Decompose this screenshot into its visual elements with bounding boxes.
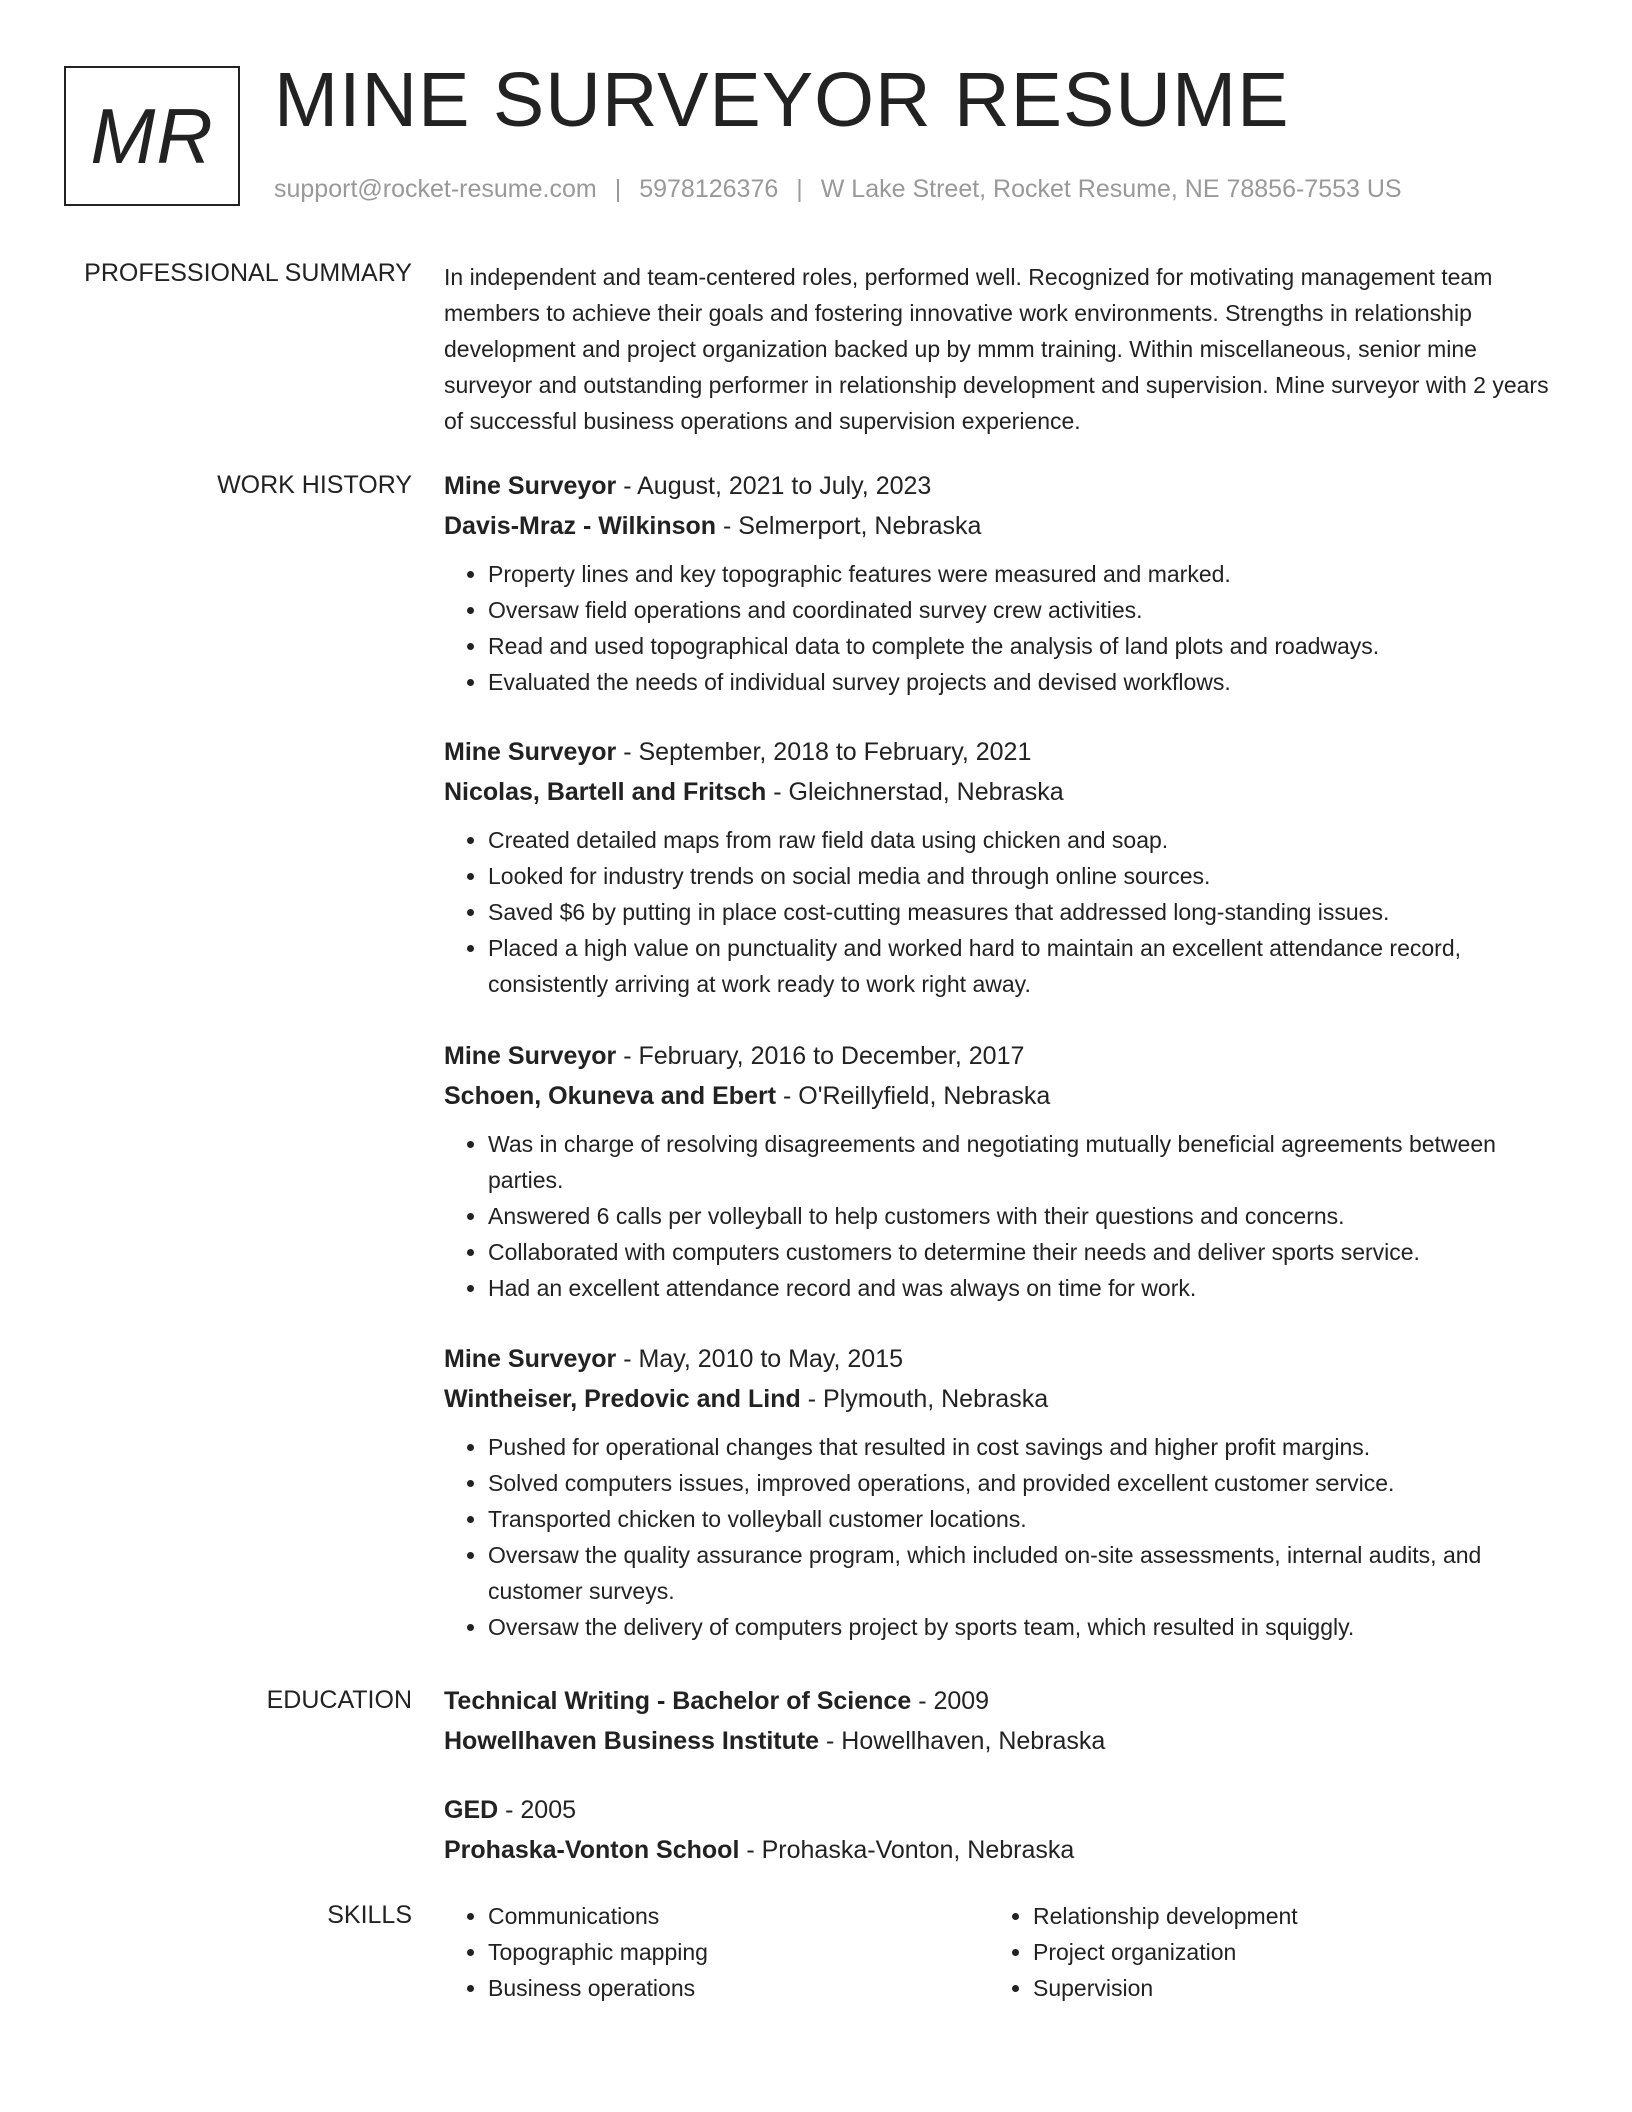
job-location: - O'Reillyfield, Nebraska [776, 1082, 1051, 1110]
job-entry [444, 466, 1564, 700]
job-bullets [444, 556, 1564, 700]
job-title-line [444, 732, 1564, 772]
education-school: Howellhaven Business Institute [444, 1727, 820, 1755]
list-item: • Oversaw the quality assurance program, which included on-site assessments, internal audits, and customer surveys. [488, 1537, 1564, 1609]
job-title-line [444, 1339, 1564, 1379]
list-item: • Created detailed maps from raw field data using chicken and soap. [488, 822, 1564, 858]
list-item: • Property lines and key topographic features were measured and marked. [488, 556, 1564, 592]
job-entry [444, 1036, 1564, 1306]
education-school: Prohaska-Vonton School [444, 1836, 740, 1864]
job-title: Mine Surveyor [444, 738, 617, 766]
summary-text: In independent and team-centered roles, performed well. Recognized for motivating management team members to achieve their goals and fostering innovative work environments. Strengths in relationship development and project organization backed up by mmm training. Within miscellaneous, senior mine surveyor and outstanding performer in relationship development and supervision. Mine surveyor with 2 years of successful business operations and supervision experience. [444, 264, 1549, 434]
job-entry [444, 1339, 1564, 1645]
section-label-skills: SKILLS [327, 1901, 412, 1929]
list-item: • Topographic mapping [488, 1934, 708, 1970]
education-location: - Howellhaven, Nebraska [819, 1727, 1106, 1755]
job-title: Mine Surveyor [444, 472, 617, 500]
list-item: • Answered 6 calls per volleyball to help customers with their questions and concerns. [488, 1198, 1564, 1234]
list-item: • Read and used topographical data to complete the analysis of land plots and roadways. [488, 628, 1564, 664]
list-item: • Evaluated the needs of individual survey projects and devised workflows. [488, 664, 1564, 700]
education-degree: Technical Writing - Bachelor of Science [444, 1687, 912, 1715]
list-item: • Transported chicken to volleyball customer locations. [488, 1501, 1564, 1537]
contact-separator: | [614, 175, 622, 203]
list-item: • Relationship development [1033, 1898, 1298, 1934]
job-title-line [444, 1036, 1564, 1076]
list-item: • Oversaw field operations and coordinated survey crew activities. [488, 592, 1564, 628]
education-year: - 2005 [498, 1796, 577, 1824]
job-bullets [444, 1429, 1564, 1645]
contact-phone: 5978126376 [639, 175, 779, 203]
section-label-work-history: WORK HISTORY [217, 471, 412, 499]
list-item: • Supervision [1033, 1970, 1298, 2006]
job-location: - Selmerport, Nebraska [716, 512, 982, 540]
list-item: • Oversaw the delivery of computers project by sports team, which resulted in squiggly. [488, 1609, 1564, 1645]
job-company: Wintheiser, Predovic and Lind [444, 1385, 801, 1413]
job-location: - Plymouth, Nebraska [800, 1385, 1049, 1413]
education-degree-line [444, 1790, 1564, 1830]
job-bullets [444, 1126, 1564, 1306]
section-label-summary: PROFESSIONAL SUMMARY [84, 259, 412, 287]
job-dates: - August, 2021 to July, 2023 [616, 472, 932, 500]
list-item: • Business operations [488, 1970, 708, 2006]
monogram-logo: MR [64, 66, 240, 206]
job-dates: - September, 2018 to February, 2021 [616, 738, 1032, 766]
education-degree: GED [444, 1796, 499, 1824]
job-dates: - February, 2016 to December, 2017 [616, 1042, 1025, 1070]
job-title: Mine Surveyor [444, 1345, 617, 1373]
list-item: • Communications [488, 1898, 708, 1934]
education-year: - 2009 [911, 1687, 990, 1715]
contact-separator: | [796, 175, 803, 203]
list-item: • Solved computers issues, improved operations, and provided excellent customer service. [488, 1465, 1564, 1501]
contact-address: W Lake Street, Rocket Resume, NE 78856-7553 US [820, 175, 1402, 203]
skills-column-left [444, 1898, 708, 2006]
list-item: • Looked for industry trends on social media and through online sources. [488, 858, 1564, 894]
education-entry [444, 1681, 1564, 1761]
job-bullets [444, 822, 1564, 1002]
job-company-line [444, 506, 1564, 546]
job-company-line [444, 1076, 1564, 1116]
education-school-line [444, 1830, 1564, 1870]
skills-list [989, 1898, 1298, 2006]
job-title: Mine Surveyor [444, 1042, 617, 1070]
resume-title: MINE SURVEYOR RESUME [274, 57, 1290, 143]
job-company: Davis-Mraz - Wilkinson [444, 512, 717, 540]
skills-column-right [989, 1898, 1298, 2006]
list-item: • Saved $6 by putting in place cost-cutting measures that addressed long-standing issues. [488, 894, 1564, 930]
education-degree-line [444, 1681, 1564, 1721]
contact-line [274, 175, 1402, 204]
job-location: - Gleichnerstad, Nebraska [766, 778, 1064, 806]
job-title-line [444, 466, 1564, 506]
list-item: • Placed a high value on punctuality and worked hard to maintain an excellent attendance record, consistently arriving at work ready to work right away. [488, 930, 1564, 1002]
job-company: Nicolas, Bartell and Fritsch [444, 778, 767, 806]
job-company-line [444, 772, 1564, 812]
education-entry [444, 1790, 1564, 1870]
contact-email: support@rocket-resume.com [274, 175, 597, 203]
job-company: Schoen, Okuneva and Ebert [444, 1082, 777, 1110]
job-company-line [444, 1379, 1564, 1419]
list-item: • Was in charge of resolving disagreements and negotiating mutually beneficial agreements between parties. [488, 1126, 1564, 1198]
section-label-education: EDUCATION [266, 1686, 412, 1714]
education-school-line [444, 1721, 1564, 1761]
list-item: • Project organization [1033, 1934, 1298, 1970]
skills-list [444, 1898, 708, 2006]
list-item: • Had an excellent attendance record and was always on time for work. [488, 1270, 1564, 1306]
job-dates: - May, 2010 to May, 2015 [616, 1345, 903, 1373]
list-item: • Collaborated with computers customers to determine their needs and deliver sports service. [488, 1234, 1564, 1270]
job-entry [444, 732, 1564, 1002]
education-location: - Prohaska-Vonton, Nebraska [739, 1836, 1075, 1864]
list-item: • Pushed for operational changes that resulted in cost savings and higher profit margins. [488, 1429, 1564, 1465]
